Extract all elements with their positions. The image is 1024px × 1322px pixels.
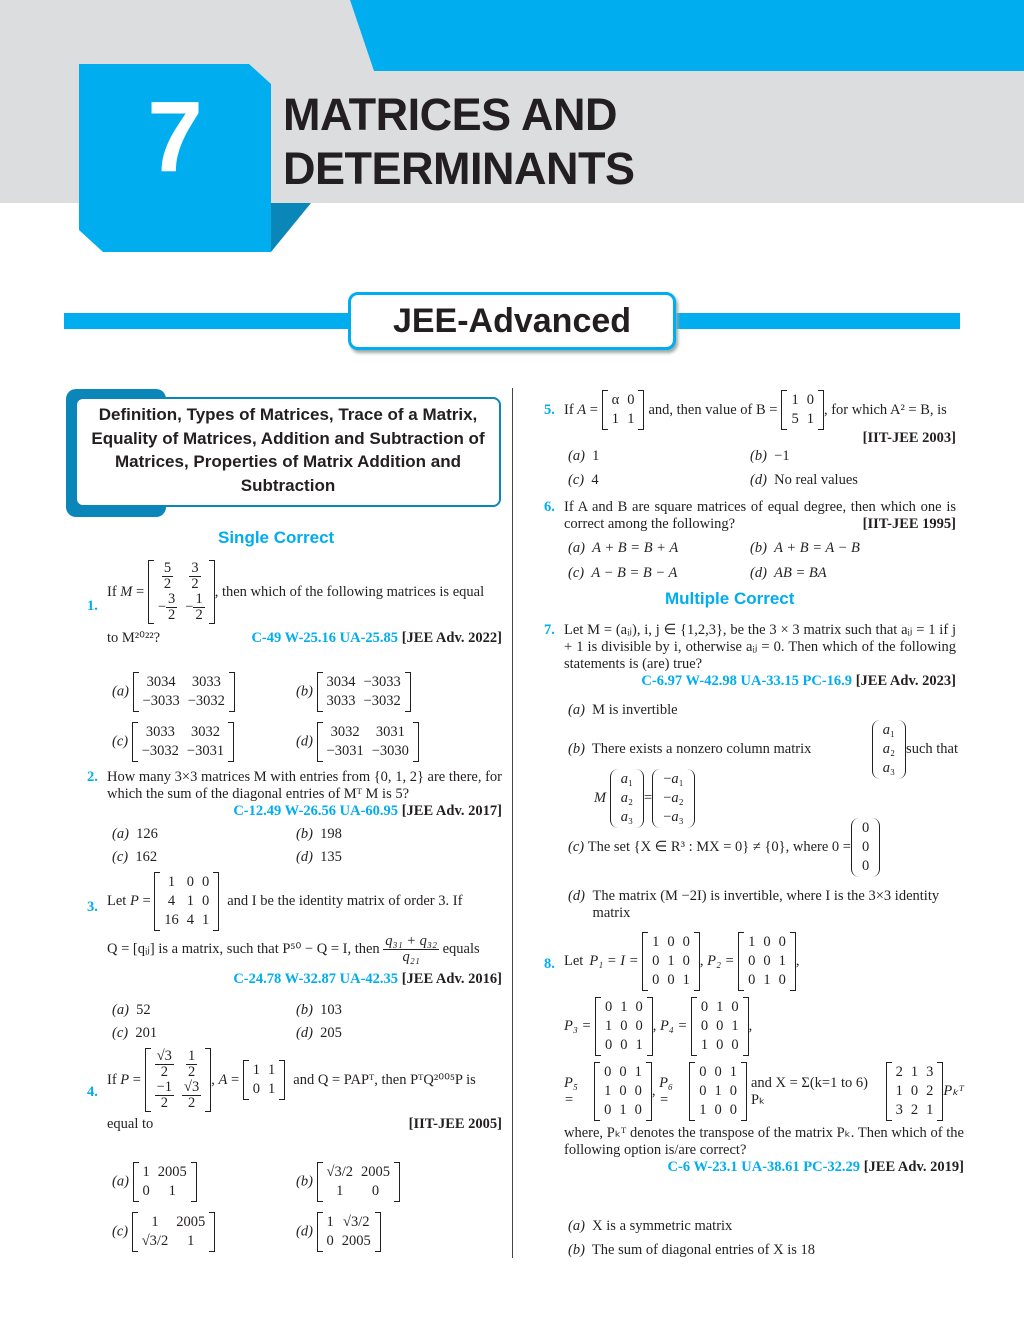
question-8: 8. Let P₁ = I = 1 0 0 0 1 0 0 0 1 , P₂ = 1 0 0 0 0 1 0 1 0 , P₃ = 0 1 0 1 0 0 0 0 1 , P₄ = 0 1 0 0 0 1 1 0 0 , P₅ = 0 0 1 1 0 0 0 1 0 , P₆ = 0 0 1 0 1 0 1 0 0 and X = Σ(k=1 to 6) Pₖ 2 1 3 1 0 2 3 2 1 Pₖᵀ where, Pₖᵀ denotes the transpose of the matrix Pₖ. Then which of the following option is/are correct? C-6 W-23.1 UA-38.61 PC-32.29 [JEE Adv. 2019] bbox=[544, 934, 965, 1175]
chapter-number: 7 bbox=[147, 81, 203, 193]
q2-option-a[interactable]: (a) 126 bbox=[112, 826, 158, 842]
q7-option-b[interactable]: (b) There exists a nonzero column matrix a₁ a₂ a₃ such that M a₁ a₂ a₃ = −a₁ −a₂ −a₃ bbox=[568, 720, 958, 828]
q5-option-a[interactable]: (a) 1 bbox=[568, 448, 600, 464]
topic-title: Definition, Types of Matrices, Trace of a Matrix, Equality of Matrices, Addition and Subtraction of Matrices, Properties of Matrix Addition and Subtraction bbox=[75, 397, 501, 507]
q8-option-a[interactable]: (a) X is a symmetric matrix bbox=[568, 1218, 733, 1234]
q4-matrix-p: $\frac{√3}{2}$ $\frac{1}{2}$ $\frac{-1}{2}$ $\frac{√3}{2}$ bbox=[145, 1048, 212, 1112]
q3-option-a[interactable]: (a) 52 bbox=[112, 1002, 151, 1018]
q6-option-b[interactable]: (b) A + B = A − B bbox=[750, 540, 860, 556]
q4-matrix-a: 1 1 0 1 bbox=[243, 1060, 286, 1100]
q3-option-d[interactable]: (d) 205 bbox=[296, 1025, 342, 1041]
question-3: 3. Let P = 1 0 0 4 1 0 16 4 1 and I be the identity matrix of order 3. If Q = [qᵢⱼ] is a matrix, such that P⁵⁰ − Q = I, then $\frac{\text{q₃₁ + q₃₂}}{\text{q₂₁}}$ equals C-24.78 W-32.87 UA-42.35 [JEE Adv. 2016] bbox=[87, 874, 502, 987]
q1-option-b[interactable]: (b) 3034 −3033 3033 −3032 bbox=[296, 672, 411, 712]
q5-option-c[interactable]: (c) 4 bbox=[568, 472, 599, 488]
subhead-multiple-correct: Multiple Correct bbox=[665, 589, 795, 608]
q1-matrix: $\frac{5}{2}$ $\frac{3}{2}$ − $\frac{3}{2}$ − $\frac{1}{2}$ bbox=[148, 560, 215, 624]
question-1: 1. If M = $\frac{5}{2}$ $\frac{3}{2}$ − $\frac{3}{2}$ − $\frac{1}{2}$ , then which of the following matrices is equal to M²⁰²²? C-49 W-25.16 UA-25.85 [JEE Adv. 2022] bbox=[87, 560, 502, 646]
question-6: 6. If A and B are square matrices of equal degree, then which one is correct among the following? [IIT-JEE 1995] bbox=[544, 499, 956, 532]
q6-option-d[interactable]: (d) AB = BA bbox=[750, 565, 827, 581]
q5-option-d[interactable]: (d) No real values bbox=[750, 472, 858, 488]
chapter-box-fold bbox=[271, 203, 311, 252]
question-5: 5. If A = α 0 1 1 and, then value of B = 1 0 5 1 , for which A² = B, is [IIT-JEE 2003] bbox=[544, 392, 956, 446]
q4-option-a[interactable]: (a) 1 2005 0 1 bbox=[112, 1162, 197, 1202]
question-2: 2. How many 3×3 matrices M with entries from {0, 1, 2} are there, for which the sum of the diagonal entries of Mᵀ M is 5? C-12.49 W-26.56 UA-60.95 [JEE Adv. 2017] bbox=[87, 769, 502, 819]
q1-option-d[interactable]: (d) 3032 3031 −3031 −3030 bbox=[296, 722, 419, 762]
q7-option-c[interactable]: (c) The set {X ∈ R³ : MX = 0} ≠ {0}, where 0 = 0 0 0 bbox=[568, 818, 880, 877]
q1-text-pre: If M = bbox=[107, 583, 148, 600]
q1-option-c[interactable]: (c) 3033 3032 −3032 −3031 bbox=[112, 722, 234, 762]
q3-option-b[interactable]: (b) 103 bbox=[296, 1002, 342, 1018]
q3-option-c[interactable]: (c) 201 bbox=[112, 1025, 158, 1041]
q4-option-b[interactable]: (b) √3/2 2005 1 0 bbox=[296, 1162, 400, 1202]
q5-option-b[interactable]: (b) −1 bbox=[750, 448, 790, 464]
subhead-single-correct: Single Correct bbox=[218, 528, 335, 547]
q3-matrix-p: 1 0 0 4 1 0 16 4 1 bbox=[154, 872, 219, 931]
q7-option-a[interactable]: (a) M is invertible bbox=[568, 702, 678, 718]
q4-option-d[interactable]: (d) 1 √3/2 0 2005 bbox=[296, 1212, 381, 1252]
q1-text-post: , then which of the following matrices is equal bbox=[214, 583, 485, 600]
q7-option-d[interactable]: (d) The matrix (M −2I) is invertible, where I is the 3×3 identity matrix bbox=[568, 888, 940, 921]
q2-option-b[interactable]: (b) 198 bbox=[296, 826, 342, 842]
q6-option-c[interactable]: (c) A − B = B − A bbox=[568, 565, 678, 581]
q6-option-a[interactable]: (a) A + B = B + A bbox=[568, 540, 679, 556]
section-badge: JEE-Advanced bbox=[348, 292, 676, 350]
q2-option-c[interactable]: (c) 162 bbox=[112, 849, 158, 865]
q2-option-d[interactable]: (d) 135 bbox=[296, 849, 342, 865]
q1-option-a[interactable]: (a) 3034 3033 −3033 −3032 bbox=[112, 672, 235, 712]
question-7: 7. Let M = (aᵢⱼ), i, j ∈ {1,2,3}, be the 3 × 3 matrix such that aᵢⱼ = 1 if j + 1 is divisible by i, otherwise aᵢⱼ = 0. Then which of the following statements is (are) true? C-6.97 W-42.98 UA-33.15 PC-16.9 [JEE Adv. 2023] bbox=[544, 622, 956, 689]
q8-option-b[interactable]: (b) The sum of diagonal entries of X is 18 bbox=[568, 1242, 816, 1258]
chapter-title: MATRICES AND DETERMINANTS bbox=[283, 89, 635, 194]
question-4: 4. If P = $\frac{√3}{2}$ $\frac{1}{2}$ $\frac{-1}{2}$ $\frac{√3}{2}$ , A = 1 1 0 1 and Q = PAPᵀ, then PᵀQ²⁰⁰⁵P is equal to [IIT-JEE 2005] bbox=[87, 1048, 502, 1132]
column-divider bbox=[512, 388, 513, 1258]
header-accent-band bbox=[350, 0, 1024, 71]
q4-option-c[interactable]: (c) 1 2005 √3/2 1 bbox=[112, 1212, 215, 1252]
